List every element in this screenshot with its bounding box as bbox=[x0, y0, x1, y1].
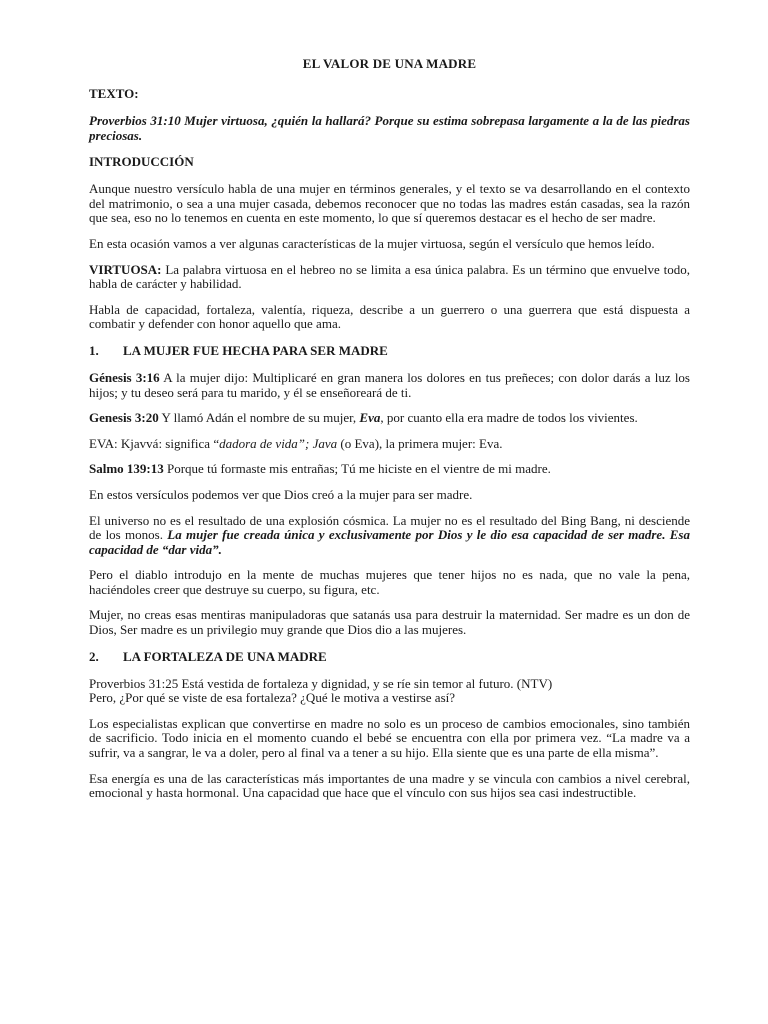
virtuosa-text: La palabra virtuosa en el hebreo no se limita a esa única palabra. Es un término que envuelve todo, habla de carácter y habilidad. bbox=[89, 261, 690, 292]
habla-paragraph: Habla de capacidad, fortaleza, valentía, riqueza, describe a un guerrero o una guerrera que está dispuesta a combatir y defender con honor aquello que ama. bbox=[89, 301, 690, 332]
virtuosa-paragraph bbox=[89, 263, 690, 292]
virtuosa-label: VIRTUOSA: bbox=[89, 261, 162, 277]
universo-emphasis: La mujer fue creada única y exclusivamente por Dios y le dio esa capacidad de ser madre. Esa capacidad de “dar vida”. bbox=[89, 527, 690, 557]
texto-verse: Proverbios 31:10 Mujer virtuosa, ¿quién la hallará? Porque su estima sobrepasa largamente a la de las piedras preciosas. bbox=[89, 113, 690, 143]
eva-paragraph bbox=[89, 437, 690, 452]
genesis-3-16-text: A la mujer dijo: Multiplicaré en gran manera los dolores en tus preñeces; con dolor darás a luz los hijos; y tu deseo será para tu marido, y él se enseñoreará de ti. bbox=[89, 369, 690, 400]
universo-paragraph bbox=[89, 514, 690, 558]
genesis-3-20-text-b: , por cuanto ella era madre de todos los vivientes. bbox=[380, 410, 638, 426]
intro-heading: INTRODUCCIÓN bbox=[89, 154, 194, 170]
genesis-3-16-ref: Génesis 3:16 bbox=[89, 369, 160, 385]
salmo-paragraph bbox=[89, 462, 690, 477]
intro-paragraph-2: En esta ocasión vamos a ver algunas características de la mujer virtuosa, según el versículo que hemos leído. bbox=[89, 235, 655, 251]
section-1-heading bbox=[89, 343, 690, 359]
mujer-paragraph: Mujer, no creas esas mentiras manipuladoras que satanás usa para destruir la maternidad. Ser madre es un don de Dios, Ser madre es un privilegio muy grande que Dios dio a las mujeres. bbox=[89, 607, 690, 638]
section-2-title: LA FORTALEZA DE UNA MADRE bbox=[123, 648, 327, 664]
section-2-heading bbox=[89, 649, 690, 665]
section-1-title: LA MUJER FUE HECHA PARA SER MADRE bbox=[123, 342, 388, 358]
salmo-ref: Salmo 139:13 bbox=[89, 461, 164, 477]
intro-paragraph-1: Aunque nuestro versículo habla de una mujer en términos generales, y el texto se va desarrollando en el contexto del matrimonio, o sea a una mujer casada, debemos reconocer que no todas las madres están casadas, sea la razón que sea, eso no lo tenemos en cuenta en este momento, lo que sí queremos destacar es el hecho de ser madre. bbox=[89, 181, 690, 226]
eva-text-b: (o Eva), la primera mujer: Eva. bbox=[337, 435, 503, 451]
pero-question-line: Pero, ¿Por qué se viste de esa fortaleza? ¿Qué le motiva a vestirse así? bbox=[89, 690, 456, 706]
texto-heading: TEXTO: bbox=[89, 86, 139, 101]
genesis-3-20-text-a: Y llamó Adán el nombre de su mujer, bbox=[158, 410, 360, 426]
eva-text-a: EVA: Kjavvá: significa “ bbox=[89, 435, 220, 451]
versiculos-paragraph: En estos versículos podemos ver que Dios creó a la mujer para ser madre. bbox=[89, 486, 473, 502]
salmo-text: Porque tú formaste mis entrañas; Tú me hiciste en el vientre de mi madre. bbox=[163, 461, 551, 477]
energia-paragraph: Esa energía es una de las características más importantes de una madre y se vincula con cambios a nivel cerebral, emocional y hasta hormonal. Una capacidad que hace que el vínculo con sus hijos sea casi indestructible. bbox=[89, 770, 690, 801]
especialistas-paragraph: Los especialistas explican que convertirse en madre no solo es un proceso de cambios emocionales, sino también de sacrificio. Todo inicia en el momento cuando el bebé se encuentra con ella por primera vez. “La madre va a sufrir, va a sangrar, le va a doler, pero al final va a tener a su hijo. Ella siente que es una parte de ella misma”. bbox=[89, 715, 690, 761]
genesis-3-16-paragraph bbox=[89, 371, 690, 400]
section-2-number: 2. bbox=[89, 648, 99, 664]
genesis-3-20-paragraph bbox=[89, 411, 690, 426]
genesis-3-20-eva: Eva bbox=[359, 410, 381, 426]
genesis-3-20-ref: Genesis 3:20 bbox=[89, 410, 159, 426]
eva-italic: dadora de vida”; Java bbox=[219, 435, 338, 451]
universo-text: El universo no es el resultado de una explosión cósmica. La mujer no es el resultado del Bing Bang, ni desciende de los monos. bbox=[89, 512, 690, 543]
document-title: EL VALOR DE UNA MADRE bbox=[302, 56, 477, 71]
diablo-paragraph: Pero el diablo introdujo en la mente de muchas mujeres que tener hijos no es nada, que no vale la pena, haciéndoles creer que destruye su cuerpo, su figura, etc. bbox=[89, 567, 690, 597]
proverbios-31-25-line: Proverbios 31:25 Está vestida de fortaleza y dignidad, y se ríe sin temor al futuro. (NTV) bbox=[89, 675, 553, 691]
section-1-number: 1. bbox=[89, 342, 99, 358]
